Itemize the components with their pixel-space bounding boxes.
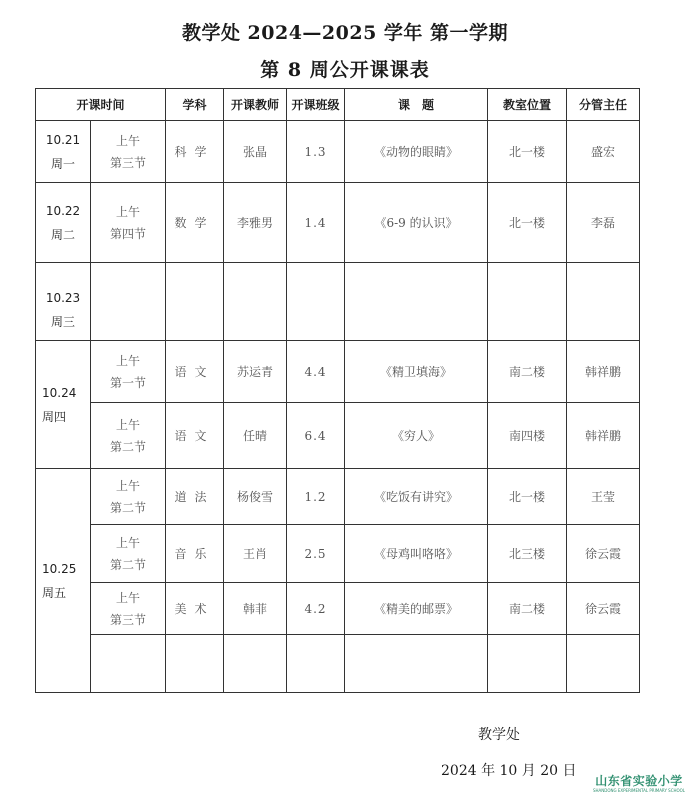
teacher-cell: 张晶	[224, 121, 287, 183]
period-cell	[91, 525, 166, 583]
school-logo-subtitle: SHANDONG EXPERIMENTAL PRIMARY SCHOOL	[593, 788, 686, 793]
day-date: 10.21	[45, 132, 81, 147]
class-cell: 4.4	[287, 341, 345, 403]
subject-cell: 美术	[166, 583, 224, 635]
ampm-label: 上午	[116, 353, 141, 368]
period-label: 第一节	[110, 375, 147, 390]
topic-cell	[345, 263, 488, 341]
room-cell: 北三楼	[488, 525, 567, 583]
table-row	[36, 341, 640, 403]
supervisor-cell: 李磊	[567, 183, 640, 263]
day-date: 10.22	[45, 203, 81, 218]
teacher-cell	[224, 263, 287, 341]
subject-cell: 道法	[166, 469, 224, 525]
document-title: 教学处 2024—2025 学年 第一学期	[181, 22, 509, 44]
subject-cell: 音乐	[166, 525, 224, 583]
period-label: 第四节	[110, 226, 147, 241]
topic-cell: 《母鸡叫咯咯》	[345, 525, 488, 583]
teacher-cell: 杨俊雪	[224, 469, 287, 525]
topic-cell: 《穷人》	[345, 403, 488, 469]
class-cell: 1.3	[287, 121, 345, 183]
subject-cell: 数学	[166, 183, 224, 263]
subject-cell	[166, 635, 224, 693]
day-date: 10.23	[45, 291, 81, 305]
room-cell: 北一楼	[488, 183, 567, 263]
room-cell: 北一楼	[488, 469, 567, 525]
ampm-label: 上午	[116, 133, 141, 148]
topic-cell: 《动物的眼睛》	[345, 121, 488, 183]
header-supervisor: 分管主任	[567, 89, 640, 121]
teacher-cell: 李雅男	[224, 183, 287, 263]
teacher-cell: 王肖	[224, 525, 287, 583]
period-label: 第三节	[110, 155, 147, 170]
day-weekday: 周二	[50, 227, 75, 242]
ampm-label: 上午	[116, 204, 141, 219]
day-weekday: 周三	[50, 315, 75, 329]
header-class: 开课班级	[287, 89, 345, 121]
table-row	[36, 583, 640, 635]
table-row	[36, 525, 640, 583]
class-cell: 1.2	[287, 469, 345, 525]
period-label: 第二节	[110, 439, 147, 454]
supervisor-cell: 韩祥鹏	[567, 403, 640, 469]
day-date: 10.24	[42, 385, 77, 400]
subject-cell	[166, 263, 224, 341]
period-cell	[91, 183, 166, 263]
day-cell	[36, 121, 91, 183]
header-row	[36, 89, 640, 121]
period-cell	[91, 403, 166, 469]
day-cell	[36, 183, 91, 263]
room-cell	[488, 635, 567, 693]
teacher-cell: 苏运青	[224, 341, 287, 403]
class-cell	[287, 635, 345, 693]
footer-department: 教学处	[478, 727, 520, 743]
header-teacher: 开课教师	[224, 89, 287, 121]
day-cell	[36, 341, 91, 469]
period-label: 第二节	[110, 557, 147, 572]
room-cell: 南四楼	[488, 403, 567, 469]
school-logo	[593, 774, 685, 794]
topic-cell: 《吃饭有讲究》	[345, 469, 488, 525]
class-cell: 1.4	[287, 183, 345, 263]
topic-cell: 《精卫填海》	[345, 341, 488, 403]
day-date: 10.25	[42, 561, 77, 576]
table-row	[36, 121, 640, 183]
schedule-table	[35, 88, 640, 693]
ampm-label: 上午	[116, 535, 141, 550]
supervisor-cell: 盛宏	[567, 121, 640, 183]
supervisor-cell	[567, 635, 640, 693]
topic-cell: 《6-9 的认识》	[345, 183, 488, 263]
class-cell: 6.4	[287, 403, 345, 469]
period-cell	[91, 121, 166, 183]
topic-cell: 《精美的邮票》	[345, 583, 488, 635]
school-logo-name: 山东省实验小学	[595, 774, 683, 788]
table-row	[36, 635, 640, 693]
class-cell: 4.2	[287, 583, 345, 635]
table-row	[36, 263, 640, 341]
subject-cell: 科学	[166, 121, 224, 183]
header-room: 教室位置	[488, 89, 567, 121]
topic-cell	[345, 635, 488, 693]
header-subject: 学科	[166, 89, 224, 121]
document-subtitle: 第 8 周公开课课表	[260, 59, 430, 81]
room-cell: 南二楼	[488, 341, 567, 403]
period-cell	[91, 469, 166, 525]
ampm-label: 上午	[116, 478, 141, 493]
header-topic: 课 题	[345, 89, 488, 121]
period-label: 第三节	[110, 612, 147, 627]
supervisor-cell: 韩祥鹏	[567, 341, 640, 403]
table-row	[36, 403, 640, 469]
room-cell: 南二楼	[488, 583, 567, 635]
room-cell: 北一楼	[488, 121, 567, 183]
day-weekday: 周四	[42, 409, 67, 424]
day-cell	[36, 263, 91, 341]
supervisor-cell: 徐云霞	[567, 525, 640, 583]
subject-cell: 语文	[166, 341, 224, 403]
day-weekday: 周一	[50, 156, 75, 171]
ampm-label: 上午	[116, 590, 141, 605]
teacher-cell	[224, 635, 287, 693]
period-cell	[91, 583, 166, 635]
supervisor-cell	[567, 263, 640, 341]
teacher-cell: 韩菲	[224, 583, 287, 635]
supervisor-cell: 王莹	[567, 469, 640, 525]
header-time: 开课时间	[36, 89, 166, 121]
class-cell	[287, 263, 345, 341]
ampm-label: 上午	[116, 417, 141, 432]
table-row	[36, 183, 640, 263]
subject-cell: 语文	[166, 403, 224, 469]
room-cell	[488, 263, 567, 341]
teacher-cell: 任晴	[224, 403, 287, 469]
day-weekday: 周五	[42, 585, 67, 600]
period-cell	[91, 263, 166, 341]
period-label: 第二节	[110, 500, 147, 515]
period-cell	[91, 635, 166, 693]
period-cell	[91, 341, 166, 403]
day-cell	[36, 469, 91, 693]
supervisor-cell: 徐云霞	[567, 583, 640, 635]
table-row	[36, 469, 640, 525]
class-cell: 2.5	[287, 525, 345, 583]
footer-date: 2024 年 10 月 20 日	[441, 763, 577, 779]
